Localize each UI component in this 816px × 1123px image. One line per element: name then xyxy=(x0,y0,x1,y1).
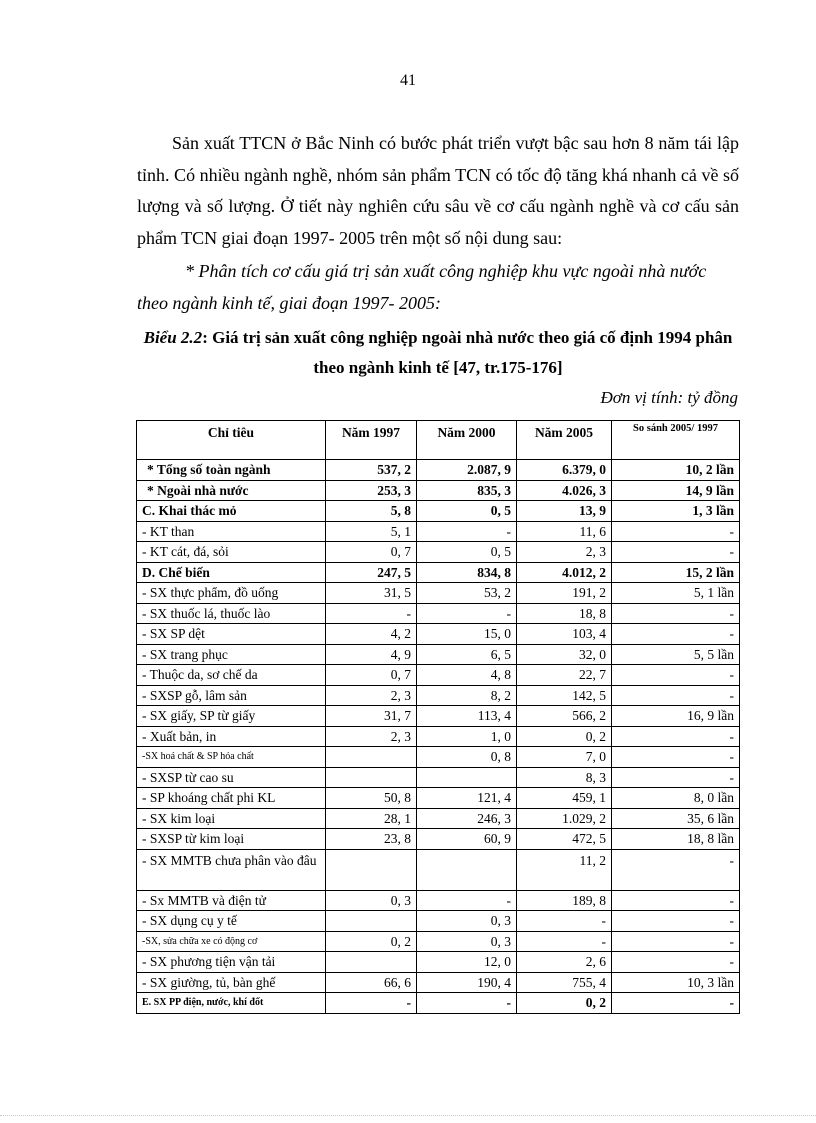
cell-2005: 7, 0 xyxy=(517,747,612,768)
cell-2005: 142, 5 xyxy=(517,685,612,706)
cell-2000: 2.087, 9 xyxy=(417,460,517,481)
cell-comparison: - xyxy=(612,747,740,768)
cell-1997: - xyxy=(326,603,417,624)
table-row xyxy=(137,726,740,747)
cell-2005: 755, 4 xyxy=(517,972,612,993)
table-row xyxy=(137,624,740,645)
table-row xyxy=(137,829,740,850)
cell-1997: 4, 2 xyxy=(326,624,417,645)
cell-2000: 121, 4 xyxy=(417,788,517,809)
cell-2005: - xyxy=(517,911,612,932)
cell-comparison: - xyxy=(612,849,740,890)
table-row xyxy=(137,583,740,604)
cell-comparison: 10, 2 lần xyxy=(612,460,740,481)
col-header-comparison: So sánh 2005/ 1997 xyxy=(612,421,740,460)
cell-2000 xyxy=(417,767,517,788)
cell-2005: 566, 2 xyxy=(517,706,612,727)
col-header-2000: Năm 2000 xyxy=(417,421,517,460)
cell-comparison: - xyxy=(612,767,740,788)
row-label: - Thuộc da, sơ chế da xyxy=(137,665,326,686)
table-row xyxy=(137,665,740,686)
cell-2005: 6.379, 0 xyxy=(517,460,612,481)
cell-2000: 4, 8 xyxy=(417,665,517,686)
cell-2000: 113, 4 xyxy=(417,706,517,727)
row-label: - KT than xyxy=(137,521,326,542)
cell-1997: 2, 3 xyxy=(326,685,417,706)
cell-comparison: - xyxy=(612,931,740,952)
row-label: - Sx MMTB và điện tử xyxy=(137,890,326,911)
cell-comparison: - xyxy=(612,911,740,932)
cell-1997: 31, 7 xyxy=(326,706,417,727)
cell-2005: 459, 1 xyxy=(517,788,612,809)
row-label: - SX thuốc lá, thuốc lào xyxy=(137,603,326,624)
cell-2005: 22, 7 xyxy=(517,665,612,686)
row-label: - SX MMTB chưa phân vào đâu xyxy=(137,849,326,890)
table-row xyxy=(137,849,740,890)
cell-2005: 4.026, 3 xyxy=(517,480,612,501)
cell-comparison: - xyxy=(612,890,740,911)
cell-2005: 189, 8 xyxy=(517,890,612,911)
row-label: - SX SP dệt xyxy=(137,624,326,645)
cell-2005: 472, 5 xyxy=(517,829,612,850)
cell-1997: 247, 5 xyxy=(326,562,417,583)
cell-2000: 0, 5 xyxy=(417,542,517,563)
cell-2000: 8, 2 xyxy=(417,685,517,706)
table-row xyxy=(137,603,740,624)
cell-2000: 0, 3 xyxy=(417,911,517,932)
col-header-indicator: Chỉ tiêu xyxy=(137,421,326,460)
cell-1997 xyxy=(326,747,417,768)
row-label: - SX trang phục xyxy=(137,644,326,665)
cell-2000: 190, 4 xyxy=(417,972,517,993)
cell-2005: 32, 0 xyxy=(517,644,612,665)
table-row xyxy=(137,562,740,583)
table-header-row xyxy=(137,421,740,460)
page-number: 41 xyxy=(400,72,416,89)
table-row xyxy=(137,747,740,768)
table-row xyxy=(137,644,740,665)
row-label: - SX kim loại xyxy=(137,808,326,829)
cell-2000: - xyxy=(417,603,517,624)
cell-2005: 11, 6 xyxy=(517,521,612,542)
cell-1997: 0, 7 xyxy=(326,665,417,686)
cell-1997: 31, 5 xyxy=(326,583,417,604)
table-row xyxy=(137,685,740,706)
cell-2000: 15, 0 xyxy=(417,624,517,645)
row-label: D. Chế biến xyxy=(137,562,326,583)
cell-1997: 0, 7 xyxy=(326,542,417,563)
table-row xyxy=(137,521,740,542)
row-label: E. SX PP điện, nước, khí đốt xyxy=(137,993,326,1014)
cell-comparison: - xyxy=(612,542,740,563)
table-row xyxy=(137,501,740,522)
table-title xyxy=(137,323,739,383)
row-label: - SXSP gỗ, lâm sản xyxy=(137,685,326,706)
cell-2005: 0, 2 xyxy=(517,726,612,747)
cell-comparison: 8, 0 lần xyxy=(612,788,740,809)
cell-1997 xyxy=(326,767,417,788)
unit-note: Đơn vị tính: tỷ đồng xyxy=(600,388,738,407)
cell-2005: 2, 6 xyxy=(517,952,612,973)
cell-2005: 8, 3 xyxy=(517,767,612,788)
row-label: - SX dụng cụ y tế xyxy=(137,911,326,932)
cell-comparison: - xyxy=(612,726,740,747)
cell-comparison: - xyxy=(612,624,740,645)
row-label: - SX giường, tủ, bàn ghế xyxy=(137,972,326,993)
cell-2000 xyxy=(417,849,517,890)
cell-comparison: 16, 9 lần xyxy=(612,706,740,727)
table-row xyxy=(137,767,740,788)
cell-2005: - xyxy=(517,931,612,952)
row-label: - SXSP từ cao su xyxy=(137,767,326,788)
col-header-2005: Năm 2005 xyxy=(517,421,612,460)
table-row xyxy=(137,480,740,501)
cell-1997: 50, 8 xyxy=(326,788,417,809)
cell-2005: 13, 9 xyxy=(517,501,612,522)
row-label: * Tổng số toàn ngành xyxy=(137,460,326,481)
cell-2000: 53, 2 xyxy=(417,583,517,604)
cell-2005: 103, 4 xyxy=(517,624,612,645)
cell-2005: 4.012, 2 xyxy=(517,562,612,583)
cell-1997: 5, 1 xyxy=(326,521,417,542)
cell-2000: - xyxy=(417,521,517,542)
row-label: - SX giấy, SP từ giấy xyxy=(137,706,326,727)
row-label: -SX, sửa chữa xe có động cơ xyxy=(137,931,326,952)
table-row xyxy=(137,542,740,563)
cell-2000: 12, 0 xyxy=(417,952,517,973)
cell-2000: 60, 9 xyxy=(417,829,517,850)
cell-1997: 0, 2 xyxy=(326,931,417,952)
row-label: C. Khai thác mỏ xyxy=(137,501,326,522)
table-row xyxy=(137,890,740,911)
cell-1997: 66, 6 xyxy=(326,972,417,993)
cell-2005: 18, 8 xyxy=(517,603,612,624)
cell-1997: 4, 9 xyxy=(326,644,417,665)
cell-2000: 834, 8 xyxy=(417,562,517,583)
cell-1997: 537, 2 xyxy=(326,460,417,481)
table-row xyxy=(137,911,740,932)
cell-2000: 0, 8 xyxy=(417,747,517,768)
cell-2005: 0, 2 xyxy=(517,993,612,1014)
cell-2000: 835, 3 xyxy=(417,480,517,501)
cell-comparison: 15, 2 lần xyxy=(612,562,740,583)
row-label: - KT cát, đá, sỏi xyxy=(137,542,326,563)
table-row xyxy=(137,808,740,829)
row-label: - Xuất bản, in xyxy=(137,726,326,747)
cell-2000: 0, 5 xyxy=(417,501,517,522)
table-row xyxy=(137,460,740,481)
cell-comparison: 35, 6 lần xyxy=(612,808,740,829)
table-row xyxy=(137,788,740,809)
cell-comparison: 10, 3 lần xyxy=(612,972,740,993)
cell-comparison: - xyxy=(612,952,740,973)
cell-comparison: 14, 9 lần xyxy=(612,480,740,501)
cell-1997: 28, 1 xyxy=(326,808,417,829)
analysis-paragraph: * Phân tích cơ cấu giá trị sản xuất công nghiệp khu vực ngoài nhà nước theo ngành kinh tế, giai đoạn 1997- 2005: xyxy=(137,261,707,313)
row-label: - SX phương tiện vận tải xyxy=(137,952,326,973)
cell-2000: 6, 5 xyxy=(417,644,517,665)
cell-comparison: 1, 3 lần xyxy=(612,501,740,522)
cell-2000: - xyxy=(417,890,517,911)
table-row xyxy=(137,993,740,1014)
cell-2005: 1.029, 2 xyxy=(517,808,612,829)
cell-2000: 246, 3 xyxy=(417,808,517,829)
col-header-1997: Năm 1997 xyxy=(326,421,417,460)
row-label: - SXSP từ kim loại xyxy=(137,829,326,850)
cell-1997: - xyxy=(326,993,417,1014)
table-row xyxy=(137,931,740,952)
cell-comparison: 5, 5 lần xyxy=(612,644,740,665)
table-title-label: Biểu 2.2 xyxy=(143,328,203,347)
row-label: - SP khoáng chất phi KL xyxy=(137,788,326,809)
row-label: * Ngoài nhà nước xyxy=(137,480,326,501)
cell-comparison: 18, 8 lần xyxy=(612,829,740,850)
table-row xyxy=(137,952,740,973)
cell-1997: 253, 3 xyxy=(326,480,417,501)
cell-2005: 191, 2 xyxy=(517,583,612,604)
cell-1997: 23, 8 xyxy=(326,829,417,850)
cell-1997: 5, 8 xyxy=(326,501,417,522)
row-label: - SX thực phẩm, đồ uống xyxy=(137,583,326,604)
industry-output-table xyxy=(136,420,740,1014)
row-label: -SX hoá chất & SP hóa chất xyxy=(137,747,326,768)
table-row xyxy=(137,972,740,993)
cell-2000: - xyxy=(417,993,517,1014)
cell-comparison: - xyxy=(612,521,740,542)
table-row xyxy=(137,706,740,727)
intro-paragraph: Sản xuất TTCN ở Bắc Ninh có bước phát triển vượt bậc sau hơn 8 năm tái lập tỉnh. Có nhiều ngành nghề, nhóm sản phẩm TCN có tốc độ tăng khá nhanh cả về số lượng và số lượng. Ở tiết này nghiên cứu sâu về cơ cấu ngành nghề và cơ cấu sản phẩm TCN giai đoạn 1997- 2005 trên một số nội dung sau: xyxy=(137,133,739,248)
cell-comparison: - xyxy=(612,603,740,624)
cell-comparison: - xyxy=(612,685,740,706)
cell-comparison: - xyxy=(612,993,740,1014)
cell-1997 xyxy=(326,849,417,890)
cell-2005: 11, 2 xyxy=(517,849,612,890)
cell-comparison: - xyxy=(612,665,740,686)
bottom-dotted-line xyxy=(0,1115,816,1116)
cell-1997: 0, 3 xyxy=(326,890,417,911)
cell-1997: 2, 3 xyxy=(326,726,417,747)
table-title-text: : Giá trị sản xuất công nghiệp ngoài nhà nước theo giá cố định 1994 phân theo ngành kinh tế [47, tr.175-176] xyxy=(202,328,733,377)
cell-1997 xyxy=(326,952,417,973)
cell-1997 xyxy=(326,911,417,932)
cell-comparison: 5, 1 lần xyxy=(612,583,740,604)
cell-2000: 1, 0 xyxy=(417,726,517,747)
cell-2005: 2, 3 xyxy=(517,542,612,563)
cell-2000: 0, 3 xyxy=(417,931,517,952)
